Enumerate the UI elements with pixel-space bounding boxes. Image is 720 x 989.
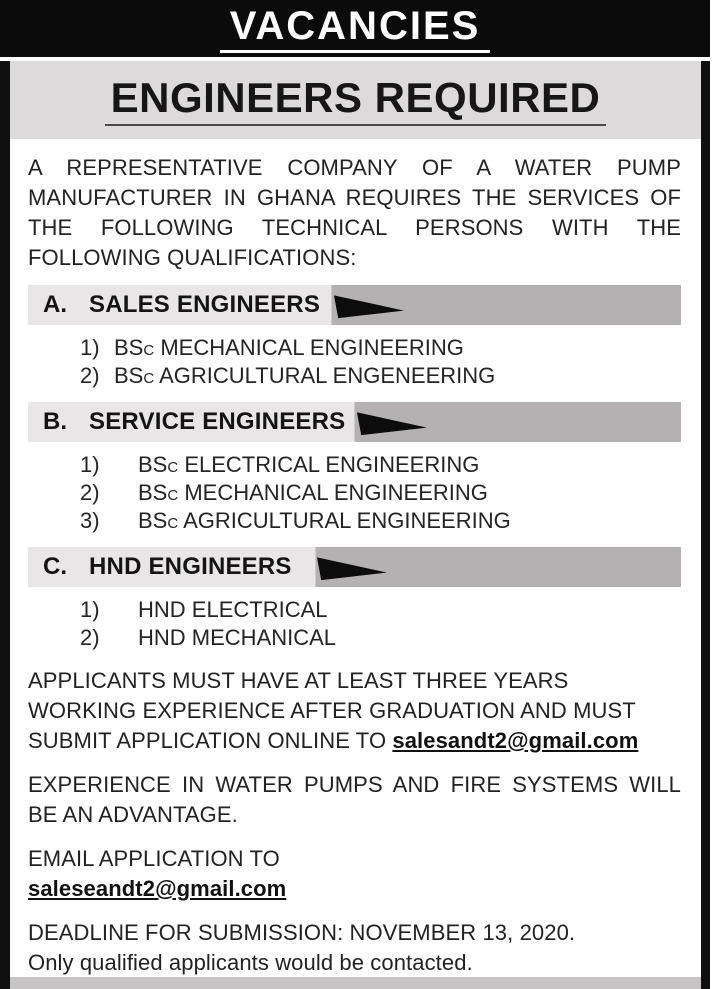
degree-label: HND [138,625,186,650]
document-body [10,153,701,978]
section-c-list [28,596,681,652]
document-frame [0,61,710,989]
item-number: 2) [80,625,100,650]
email-application-label: EMAIL APPLICATION TO [28,846,280,871]
degree-label: BSc [114,363,155,388]
deadline-text: DEADLINE FOR SUBMISSION: NOVEMBER 13, 2020. [28,920,576,945]
item-number: 1) [80,597,100,622]
title-box [10,61,701,139]
contact-email-link[interactable]: saleseandt2@gmail.com [28,876,287,901]
right-arrow-icon [317,554,387,581]
list-item [28,362,681,390]
item-text [114,334,681,362]
email-application-paragraph [28,844,681,904]
section-b-header [28,402,681,442]
experience-paragraph: EXPERIENCE IN WATER PUMPS AND FIRE SYSTEMS WILL BE AN ADVANTAGE. [28,772,681,827]
right-arrow-icon [334,292,404,319]
field-label: MECHANICAL [191,625,337,650]
item-text [138,479,681,507]
list-item [28,596,681,624]
banner-bar [0,0,710,57]
scan-edge-strip [10,977,701,989]
item-number: 2) [80,363,100,388]
field-label: MECHANICAL ENGINEERING [160,335,464,360]
list-item [28,334,681,362]
applicants-text: APPLICANTS MUST HAVE AT LEAST THREE YEARS WORKING EXPERIENCE AFTER GRADUATION AND MUST SUBMIT APPLICATION ONLINE TO [28,668,636,753]
deadline-paragraph [28,918,681,978]
item-text [138,507,681,535]
field-label: ELECTRICAL [191,597,328,622]
item-text [138,596,681,624]
degree-label: BSc [114,335,155,360]
item-number: 1) [80,335,100,360]
item-number: 2) [80,480,100,505]
list-item [28,624,681,652]
page-title: ENGINEERS REQUIRED [105,75,607,126]
item-number: 3) [80,508,100,533]
applicants-paragraph [28,666,681,756]
field-label: MECHANICAL ENGINEERING [184,480,488,505]
field-label: ELECTRICAL ENGINEERING [184,452,480,477]
degree-label: BSc [138,452,179,477]
field-label: AGRICULTURAL ENGENEERING [159,363,496,388]
section-a-title: SALES ENGINEERS [89,291,321,318]
list-item [28,507,681,535]
item-text [114,362,681,390]
section-a-header [28,285,681,325]
section-b-title: SERVICE ENGINEERS [89,408,346,435]
section-c-header [28,547,681,587]
section-a-letter: A. [43,291,67,318]
banner-title: VACANCIES [220,4,491,53]
intro-paragraph: A REPRESENTATIVE COMPANY OF A WATER PUMP MANUFACTURER IN GHANA REQUIRES THE SERVICES OF THE FOLLOWING TECHNICAL PERSONS WITH THE FOLLOWING QUALIFICATIONS: [28,155,681,270]
section-a-list [28,334,681,390]
section-b-letter: B. [43,408,67,435]
degree-label: HND [138,597,186,622]
degree-label: BSc [138,480,179,505]
degree-label: BSc [138,508,179,533]
section-c-letter: C. [43,553,67,580]
list-item [28,479,681,507]
application-email-link[interactable]: salesandt2@gmail.com [392,728,639,753]
note-text: Only qualified applicants would be contacted. [28,950,473,975]
field-label: AGRICULTURAL ENGINEERING [183,508,511,533]
item-text [138,451,681,479]
list-item [28,451,681,479]
item-number: 1) [80,452,100,477]
section-c-title: HND ENGINEERS [89,553,292,580]
section-b-list [28,451,681,535]
item-text [138,624,681,652]
right-arrow-icon [357,409,427,436]
